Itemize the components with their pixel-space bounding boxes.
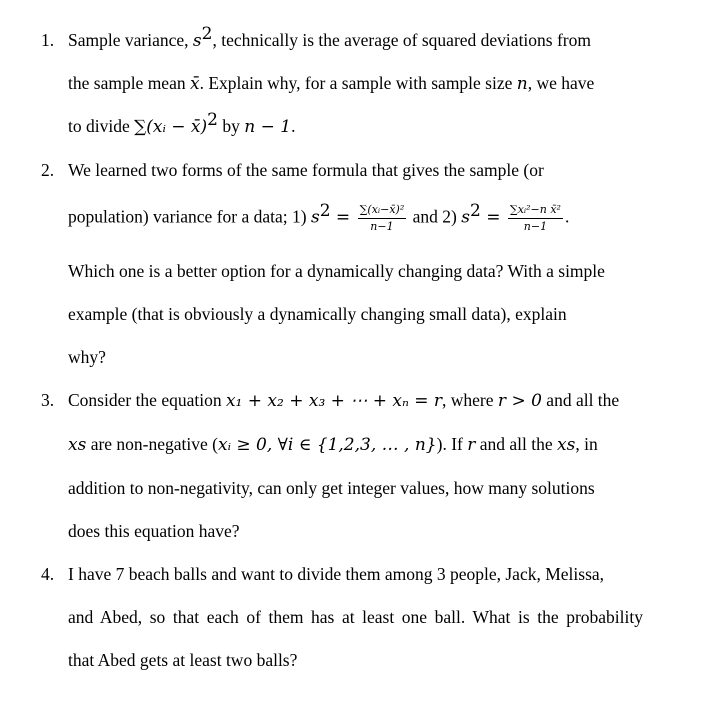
text: are non-negative ( <box>86 434 218 454</box>
question-number: 3. <box>41 390 55 410</box>
question-line <box>68 24 591 51</box>
text: , where <box>442 390 498 410</box>
math-symbol: s <box>310 207 320 228</box>
text: , we have <box>527 73 595 93</box>
math-symbol: n <box>516 74 528 94</box>
text: Consider the equation <box>68 390 226 410</box>
text: to divide <box>68 116 135 136</box>
math-symbol: xs <box>557 435 576 455</box>
math-operator: = <box>330 207 356 228</box>
question-line: that Abed gets at least two balls? <box>68 650 298 670</box>
math-expression: r > 0 <box>497 391 542 411</box>
math-operator: = <box>480 207 506 228</box>
text: and all the <box>475 434 558 454</box>
math-symbol: x̄ <box>189 74 200 94</box>
math-exponent: 2 <box>207 110 218 131</box>
text: . Explain why, for a sample with sample size <box>199 73 517 93</box>
text: by <box>217 116 245 136</box>
text: population) variance for a data; 1) <box>68 206 311 227</box>
question-line: does this equation have? <box>68 521 240 541</box>
math-symbol: s <box>461 207 470 228</box>
text: . <box>564 206 570 227</box>
text: , in <box>575 434 598 454</box>
question-line: We learned two forms of the same formula that gives the sample (or <box>68 160 544 180</box>
question-line: why? <box>68 347 106 367</box>
question-line <box>68 200 570 233</box>
question-number: 4. <box>41 564 55 584</box>
math-symbol: r <box>467 435 476 455</box>
math-exponent: 2 <box>319 200 331 221</box>
question-line <box>68 434 598 455</box>
question-line: example (that is obviously a dynamically changing small data), explain <box>68 304 567 324</box>
question-line <box>68 73 594 94</box>
question-number: 1. <box>41 30 55 50</box>
question-line: addition to non-negativity, can only get integer values, how many solutions <box>68 478 595 498</box>
math-symbol: xs <box>68 435 87 455</box>
text: , technically is the average of squared deviations from <box>212 30 591 50</box>
question-line: Which one is a better option for a dynamically changing data? With a simple <box>68 261 605 281</box>
question-number: 2. <box>41 160 55 180</box>
question-line: and Abed, so that each of them has at least one ball. What is the probability <box>68 607 643 627</box>
fraction-denominator: n−1 <box>523 219 548 233</box>
fraction-numerator: ∑(xᵢ−x̄)² <box>358 204 407 219</box>
text: ). If <box>436 434 468 454</box>
math-expression: xᵢ ≥ 0, ∀i ∈ {1,2,3, … , n} <box>217 435 437 455</box>
text: and all the <box>541 390 620 410</box>
text: . <box>291 116 296 136</box>
math-expression: ∑(xᵢ − x̄) <box>134 117 208 137</box>
fraction <box>508 204 563 233</box>
question-line: I have 7 beach balls and want to divide them among 3 people, Jack, Melissa, <box>68 564 605 584</box>
fraction <box>358 204 407 233</box>
text: the sample mean <box>68 73 190 93</box>
math-exponent: 2 <box>469 200 481 221</box>
fraction-denominator: n−1 <box>370 219 394 233</box>
math-symbol: s <box>192 31 202 51</box>
fraction-numerator: ∑xᵢ²−n x̄² <box>508 204 563 219</box>
text: and 2) <box>408 206 462 227</box>
math-expression: n − 1 <box>244 117 292 137</box>
text: Sample variance, <box>68 30 193 50</box>
question-line <box>68 390 619 411</box>
question-line <box>68 110 296 137</box>
math-exponent: 2 <box>201 24 213 45</box>
math-expression: x₁ + x₂ + x₃ + ⋯ + xₙ = r <box>225 391 443 411</box>
